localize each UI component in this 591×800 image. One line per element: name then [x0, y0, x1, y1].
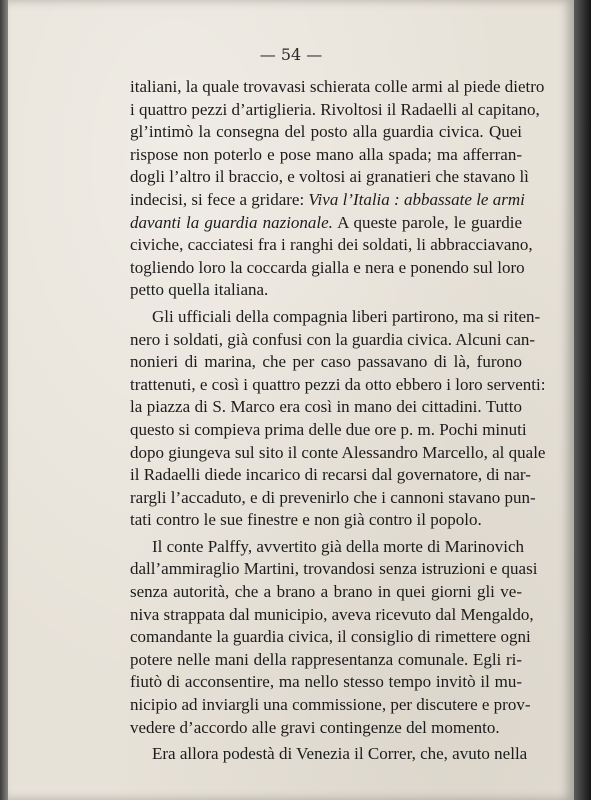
text-line: trattenuti, e così i quattro pezzi da otto ebbero i loro serventi: [130, 374, 546, 394]
text-line: il Radaelli diede incarico di recarsi dal governatore, di nar- [130, 465, 531, 485]
italic-exclamation-cont: davanti la guardia nazionale. [130, 212, 333, 232]
text-line: civiche, cacciatesi fra i ranghi dei soldati, li abbracciavano, [130, 235, 533, 255]
text-line: Il conte Palffy, avvertito già della morte di Marinovich [152, 536, 524, 556]
text-line: rispose non poterlo e pose mano alla spada; ma afferran- [130, 144, 522, 164]
text-line: Era allora podestà di Venezia il Correr, che, avuto nella [152, 744, 528, 764]
text-line: questo si compieva prima delle due ore p. m. Pochi minuti [130, 419, 527, 439]
italic-exclamation: Viva l’Italia : abbassate le armi [308, 189, 525, 209]
text-line: petto quella italiana. [130, 280, 269, 300]
paragraph-1 [130, 76, 545, 302]
text-line: tati contro le sue finestre e non già contro il popolo. [130, 510, 482, 530]
text-line-mixed [130, 212, 522, 235]
book-page [8, 0, 574, 800]
paragraph-4 [130, 743, 528, 766]
text-line: togliendo loro la coccarda gialla e nera e ponendo sul loro [130, 257, 525, 277]
text-line: i quattro pezzi d’artiglieria. Rivoltosi il Radaelli al capitano, [130, 99, 540, 119]
text-segment: indecisi, si fece a gridare: [130, 189, 305, 209]
text-line: vedere d’accordo alle gravi contingenze del momento. [130, 717, 500, 737]
text-line: senza autorità, che a brano a brano in quei giorni gli ve- [130, 582, 522, 602]
text-line: Gli ufficiali della compagnia liberi partirono, ma si riten- [152, 306, 541, 326]
paragraph-3 [130, 536, 538, 739]
scan-right-edge [574, 0, 591, 800]
text-line: nonieri di marina, che per caso passavano di là, furono [130, 352, 522, 372]
text-segment: A queste parole, le guardie [337, 212, 523, 232]
text-line: fiutò di acconsentire, ma nello stesso tempo invitò il mu- [130, 672, 522, 692]
text-line: nero i soldati, già confusi con la guardia civica. Alcuni can- [130, 329, 536, 349]
text-line: dogli l’altro il braccio, e voltosi ai granatieri che stavano lì [130, 167, 529, 187]
text-line: gl’intimò la consegna del posto alla guardia civica. Quei [130, 122, 522, 142]
text-line: la piazza di S. Marco era così in mano dei cittadini. Tutto [130, 397, 522, 417]
body-text [130, 76, 546, 766]
text-line: dopo giungeva sul sito il conte Alessandro Marcello, al quale [130, 442, 546, 462]
text-line: niva strappata dal municipio, aveva ricevuto dal Mengaldo, [130, 604, 534, 624]
text-line: comandante la guardia civica, il consiglio di rimettere ogni [130, 627, 531, 647]
text-line: italiani, la quale trovavasi schierata colle armi al piede dietro [130, 77, 545, 96]
text-line: potere nelle mani della rappresentanza comunale. Egli ri- [130, 649, 522, 669]
scan-left-edge [0, 0, 8, 800]
text-line-mixed [130, 189, 525, 212]
page-number: — 54 — [259, 45, 323, 64]
text-line: nicipio ad inviargli una commissione, per discutere e prov- [130, 695, 531, 715]
text-line: rargli l’accaduto, e di prevenirlo che i cannoni stavano pun- [130, 487, 536, 507]
paragraph-2 [130, 306, 546, 532]
text-line: dall’ammiraglio Martini, trovandosi senza istruzioni e quasi [130, 559, 538, 579]
